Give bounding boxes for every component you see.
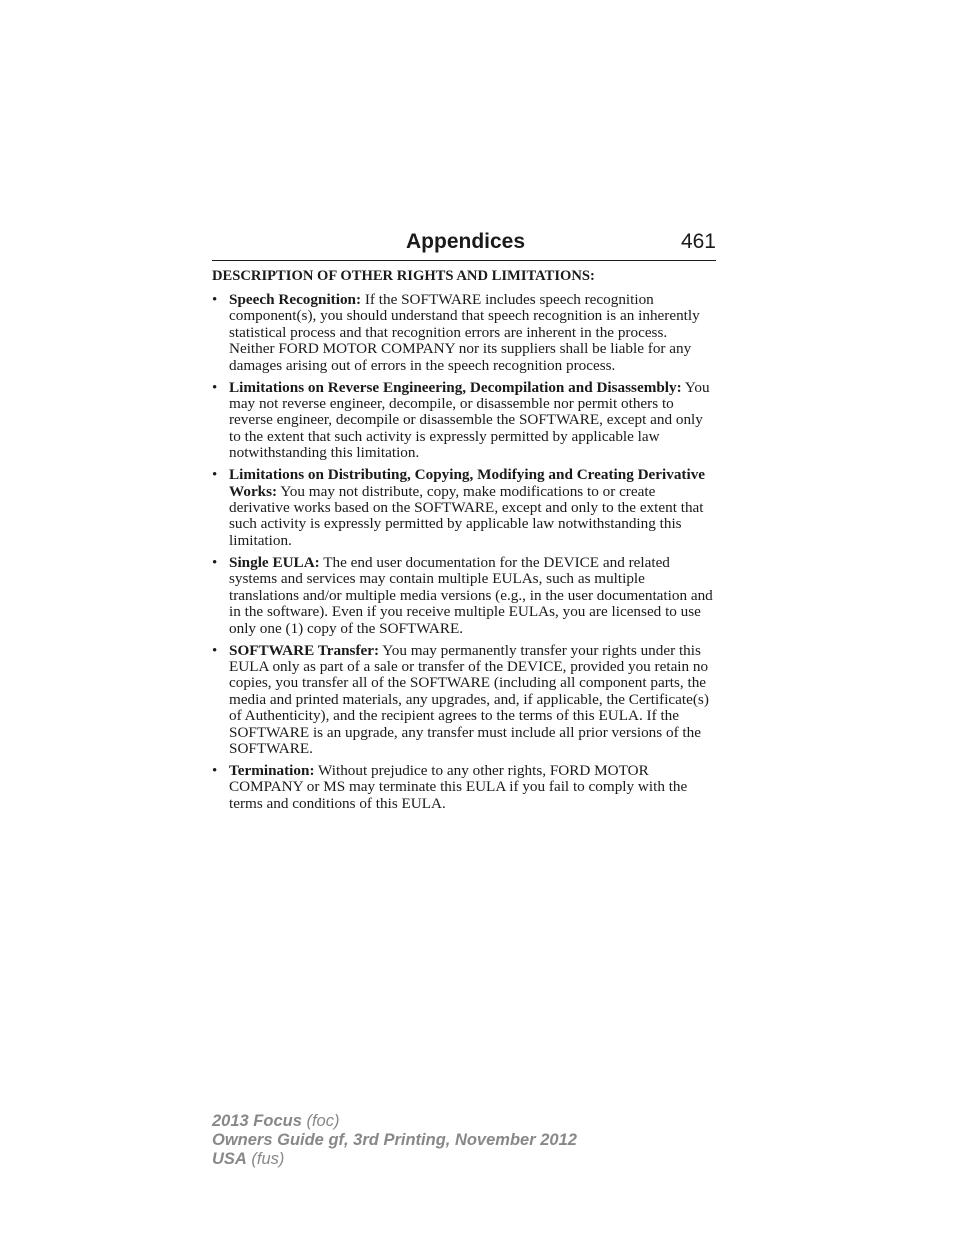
bullet-list (212, 292, 716, 812)
footer-line-model (212, 1112, 712, 1131)
page-number: 461 (680, 230, 716, 253)
footer-market-code: (fus) (246, 1150, 285, 1168)
bullet-termination (212, 763, 716, 812)
footer-line-market (212, 1150, 712, 1169)
bullet-term: SOFTWARE Transfer: (229, 641, 380, 659)
bullet-icon: • (212, 642, 218, 659)
bullet-text: If the SOFTWARE includes speech recognition component(s), you should understand that speech recognition is an inherently statistical process and that recognition errors are inherent in the process. Neither FORD MOTOR COMPANY nor its suppliers shall be liable for any damages arising out of errors in the speech recognition process. (229, 291, 700, 374)
bullet-icon: • (212, 292, 218, 308)
bullet-term: Termination: (229, 761, 315, 779)
bullet-text: Without prejudice to any other rights, FORD MOTOR COMPANY or MS may terminate this EULA if you fail to comply with the terms and conditions of this EULA. (229, 761, 688, 812)
section-heading: DESCRIPTION OF OTHER RIGHTS AND LIMITATIONS: (212, 268, 595, 284)
bullet-text: You may not distribute, copy, make modifications to or create derivative works based on the SOFTWARE, except and only to the extent that such activity is expressly permitted by applicable law notwithstanding this limitation. (229, 482, 704, 549)
bullet-term: Single EULA: (229, 553, 320, 571)
footer-market: USA (212, 1150, 247, 1168)
bullet-distributing-copying (212, 467, 716, 549)
bullet-software-transfer (212, 643, 716, 758)
page-content (212, 268, 716, 818)
page-title: Appendices (406, 230, 526, 253)
bullet-text: You may permanently transfer your rights under this EULA only as part of a sale or transfer of the DEVICE, provided you retain no copies, you transfer all of the SOFTWARE (including all component parts, the media and printed materials, any upgrades, and, if applicable, the Certificate(s) of Authenticity), and the recipient agrees to the terms of this EULA. If the SOFTWARE is an upgrade, any transfer must include all prior versions of the SOFTWARE. (229, 641, 709, 757)
bullet-icon: • (212, 379, 218, 396)
bullet-term: Speech Recognition: (229, 291, 362, 308)
footer-line-printing: Owners Guide gf, 3rd Printing, November 2012 (212, 1131, 577, 1149)
bullet-icon: • (212, 762, 218, 779)
bullet-single-eula (212, 555, 716, 637)
page-header (212, 228, 716, 261)
bullet-icon: • (212, 467, 218, 484)
bullet-term: Limitations on Distributing, Copying, Modifying and Creating Derivative Works: (229, 466, 706, 500)
page-footer (212, 1112, 712, 1169)
footer-model: 2013 Focus (212, 1112, 302, 1130)
bullet-text: The end user documentation for the DEVICE and related systems and services may contain multiple EULAs, such as multiple translations and/or multiple media versions (e.g., in the user documentation and in the software). Even if you receive multiple EULAs, you are licensed to use only one (1) copy of the SOFTWARE. (229, 553, 713, 637)
bullet-text: You may not reverse engineer, decompile, or disassemble nor permit others to reverse engineer, decompile or disassemble the SOFTWARE, except and only to the extent that such activity is expressly permitted by applicable law notwithstanding this limitation. (229, 378, 710, 462)
bullet-reverse-engineering (212, 380, 716, 462)
bullet-speech-recognition (212, 292, 716, 374)
footer-model-code: (foc) (301, 1112, 340, 1130)
bullet-term: Limitations on Reverse Engineering, Decompilation and Disassembly: (229, 378, 682, 396)
bullet-icon: • (212, 554, 218, 571)
